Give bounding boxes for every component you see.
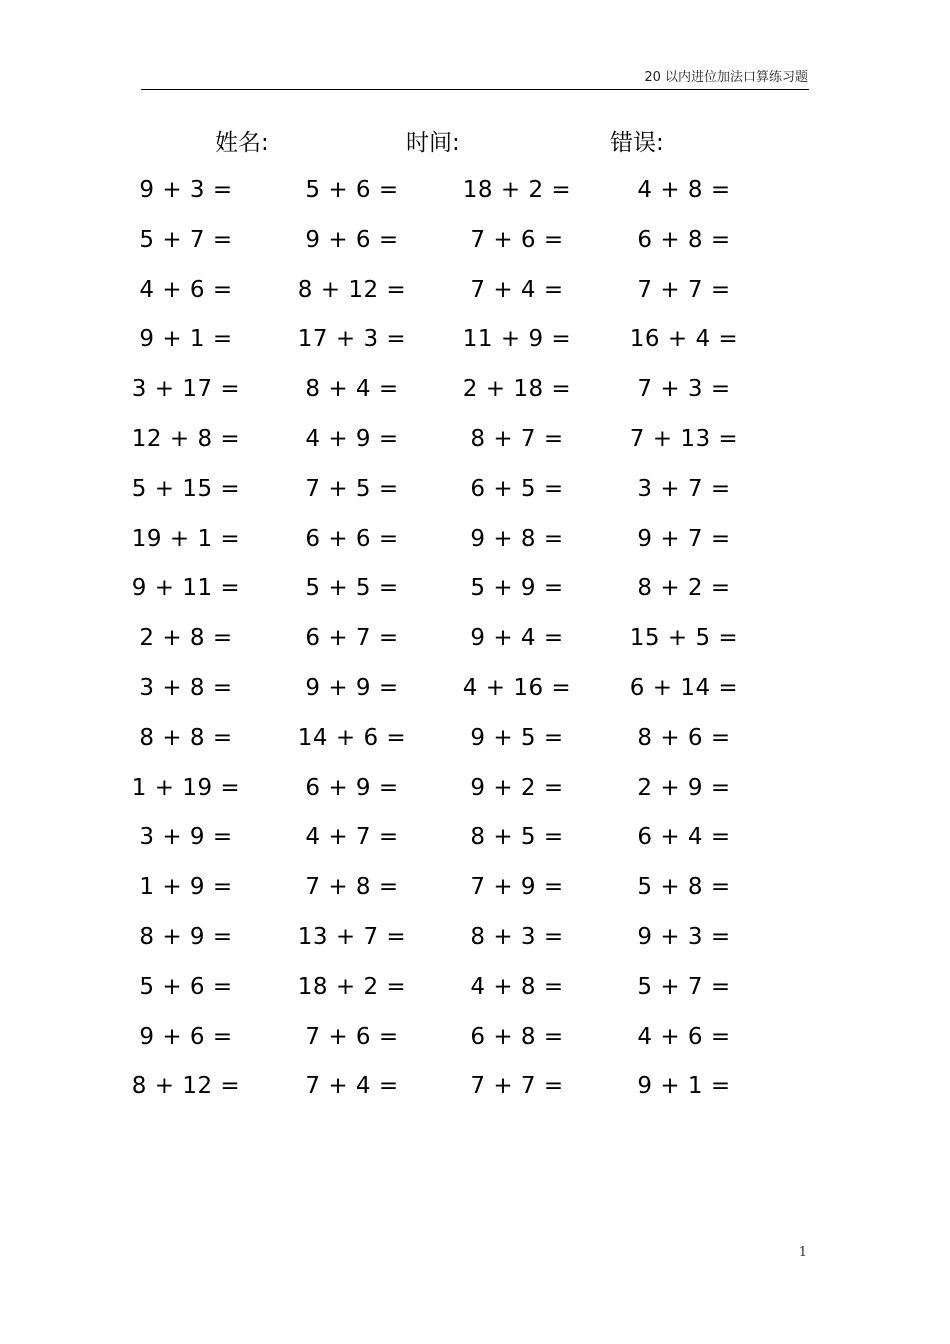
problem-item: 6 + 6 = (305, 525, 399, 552)
problem-item: 5 + 9 = (470, 575, 564, 602)
problem-item: 9 + 1 = (139, 326, 233, 353)
errors-label: 错误: (610, 130, 664, 156)
problem-item: 8 + 7 = (470, 425, 564, 452)
problem-row (0, 266, 950, 316)
problem-item: 9 + 3 = (637, 923, 731, 950)
problem-row (0, 465, 950, 515)
problem-item: 5 + 15 = (131, 475, 241, 502)
problem-row (0, 664, 950, 714)
problem-item: 8 + 12 = (131, 1073, 241, 1100)
time-label: 时间: (406, 130, 460, 156)
problem-item: 3 + 7 = (637, 475, 731, 502)
problem-item: 9 + 8 = (470, 525, 564, 552)
problem-row (0, 1062, 950, 1112)
problem-item: 6 + 8 = (470, 1023, 564, 1050)
problem-item: 5 + 7 = (637, 973, 731, 1000)
problem-item: 9 + 5 = (470, 724, 564, 751)
student-info-fields (0, 126, 950, 160)
problem-item: 14 + 6 = (297, 724, 407, 751)
problem-row (0, 714, 950, 764)
problem-row (0, 913, 950, 963)
name-label: 姓名: (215, 130, 269, 156)
problem-row (0, 415, 950, 465)
problem-item: 7 + 4 = (470, 276, 564, 303)
problem-item: 8 + 2 = (637, 575, 731, 602)
problem-item: 11 + 9 = (462, 326, 572, 353)
problem-item: 5 + 8 = (637, 874, 731, 901)
problem-row (0, 963, 950, 1013)
problem-item: 7 + 6 = (305, 1023, 399, 1050)
problem-item: 7 + 9 = (470, 874, 564, 901)
problem-item: 8 + 8 = (139, 724, 233, 751)
problem-item: 6 + 9 = (305, 774, 399, 801)
problem-item: 3 + 17 = (131, 376, 241, 403)
problem-item: 8 + 12 = (297, 276, 407, 303)
problem-item: 3 + 8 = (139, 674, 233, 701)
problem-item: 7 + 13 = (629, 425, 739, 452)
problem-row (0, 1013, 950, 1063)
problem-row (0, 813, 950, 863)
problem-row (0, 365, 950, 415)
problem-item: 6 + 7 = (305, 625, 399, 652)
problem-item: 7 + 7 = (637, 276, 731, 303)
problem-item: 16 + 4 = (629, 326, 739, 353)
problem-item: 6 + 5 = (470, 475, 564, 502)
problem-item: 5 + 7 = (139, 226, 233, 253)
problem-item: 7 + 3 = (637, 376, 731, 403)
problem-item: 5 + 6 = (139, 973, 233, 1000)
problem-item: 4 + 8 = (637, 177, 731, 203)
problem-item: 8 + 3 = (470, 923, 564, 950)
problem-item: 4 + 6 = (139, 276, 233, 303)
problem-item: 6 + 4 = (637, 824, 731, 851)
problem-item: 13 + 7 = (297, 923, 407, 950)
problem-grid (0, 166, 950, 1112)
problem-item: 4 + 7 = (305, 824, 399, 851)
problem-item: 7 + 5 = (305, 475, 399, 502)
problem-item: 4 + 8 = (470, 973, 564, 1000)
problem-item: 7 + 7 = (470, 1073, 564, 1100)
problem-item: 4 + 6 = (637, 1023, 731, 1050)
problem-item: 18 + 2 = (462, 177, 572, 203)
problem-item: 1 + 19 = (131, 774, 241, 801)
problem-item: 8 + 9 = (139, 923, 233, 950)
problem-item: 9 + 11 = (131, 575, 241, 602)
problem-item: 9 + 2 = (470, 774, 564, 801)
problem-item: 2 + 9 = (637, 774, 731, 801)
problem-item: 4 + 16 = (462, 674, 572, 701)
page-number: 1 (798, 1245, 807, 1260)
problem-item: 4 + 9 = (305, 425, 399, 452)
problem-item: 18 + 2 = (297, 973, 407, 1000)
problem-item: 9 + 6 = (305, 226, 399, 253)
header-title: 20 以内进位加法口算练习题 (644, 70, 808, 85)
header-rule (141, 89, 809, 90)
problem-item: 2 + 18 = (462, 376, 572, 403)
problem-item: 9 + 3 = (139, 177, 233, 203)
problem-item: 8 + 4 = (305, 376, 399, 403)
problem-item: 7 + 8 = (305, 874, 399, 901)
problem-item: 8 + 5 = (470, 824, 564, 851)
problem-item: 12 + 8 = (131, 425, 241, 452)
problem-item: 5 + 6 = (305, 177, 399, 203)
problem-item: 9 + 6 = (139, 1023, 233, 1050)
problem-item: 1 + 9 = (139, 874, 233, 901)
problem-row (0, 166, 950, 216)
problem-item: 7 + 4 = (305, 1073, 399, 1100)
problem-item: 2 + 8 = (139, 625, 233, 652)
problem-row (0, 863, 950, 913)
problem-row (0, 614, 950, 664)
problem-item: 3 + 9 = (139, 824, 233, 851)
problem-item: 6 + 8 = (637, 226, 731, 253)
problem-item: 15 + 5 = (629, 625, 739, 652)
problem-row (0, 515, 950, 565)
problem-item: 9 + 7 = (637, 525, 731, 552)
problem-item: 6 + 14 = (629, 674, 739, 701)
problem-row (0, 564, 950, 614)
problem-row (0, 315, 950, 365)
problem-item: 19 + 1 = (131, 525, 241, 552)
problem-item: 9 + 1 = (637, 1073, 731, 1100)
problem-item: 8 + 6 = (637, 724, 731, 751)
problem-item: 5 + 5 = (305, 575, 399, 602)
problem-item: 9 + 4 = (470, 625, 564, 652)
problem-row (0, 764, 950, 814)
problem-item: 7 + 6 = (470, 226, 564, 253)
problem-item: 9 + 9 = (305, 674, 399, 701)
problem-row (0, 216, 950, 266)
problem-item: 17 + 3 = (297, 326, 407, 353)
